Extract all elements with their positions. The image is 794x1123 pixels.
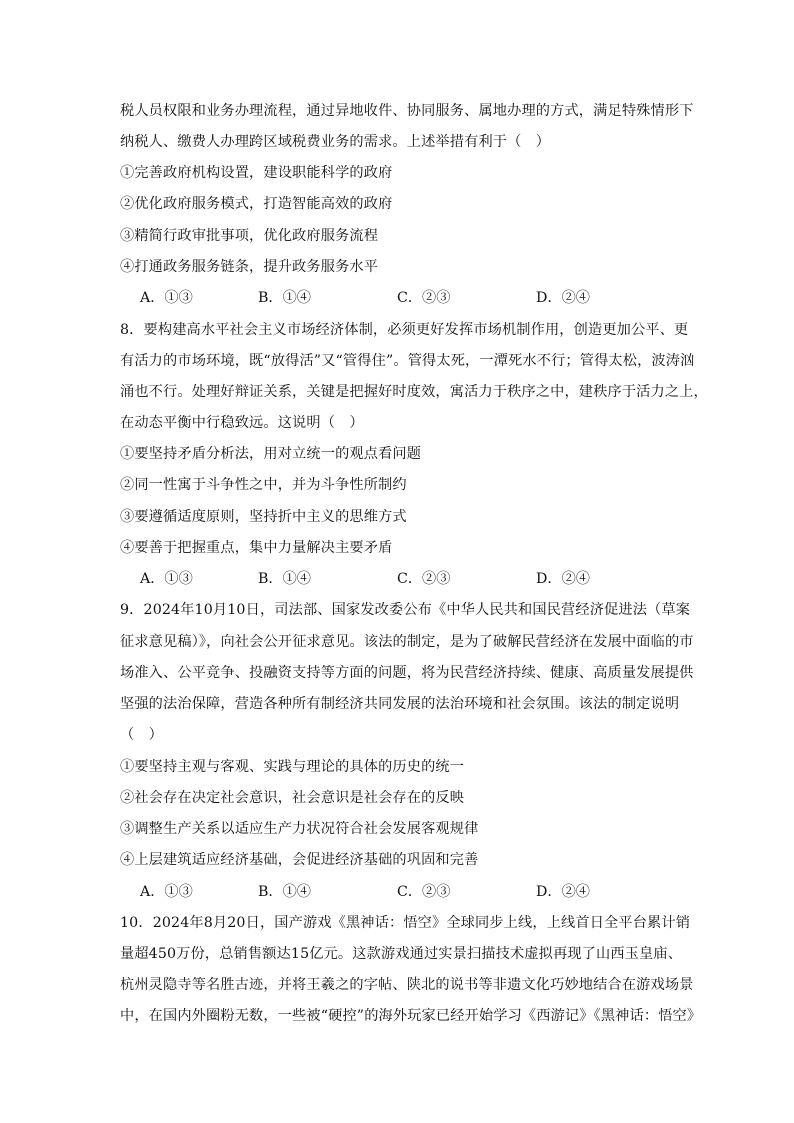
q8-stem-line: 有活力的市场环境，既“放得活”又“管得住”。管得太死，一潭死水不行；管得太松，波涛汹 bbox=[120, 353, 695, 369]
q9-statement-3: ③调整生产关系以适应生产力状况符合社会发展客观规律 bbox=[120, 821, 479, 837]
q8-statement-4: ④要善于把握重点，集中力量解决主要矛盾 bbox=[120, 540, 393, 556]
q9-stem-line: 征求意见稿）》，向社会公开征求意见。该法的制定，是为了破解民营经济在发展中面临的市 bbox=[120, 634, 694, 650]
q7-statement-4: ④打通政务服务链条，提升政务服务水平 bbox=[120, 259, 379, 275]
q8-statement-3: ③要遵循适度原则，坚持折中主义的思维方式 bbox=[120, 509, 407, 525]
q7-stem-line: 税人员权限和业务办理流程，通过异地收件、协同服务、属地办理的方式，满足特殊情形下 bbox=[120, 103, 694, 119]
q9-stem-line: 坚强的法治保障，营造各种所有制经济共同发展的法治环境和社会氛围。该法的制定说明 bbox=[120, 696, 680, 712]
q7-options bbox=[140, 288, 660, 308]
q7-stem-line: 纳税人、缴费人办理跨区域税费业务的需求。上述举措有利于（ ） bbox=[120, 134, 551, 150]
q8-statement-2: ②同一性寓于斗争性之中，并为斗争性所制约 bbox=[120, 477, 407, 493]
q9-stem-line: 9．2024年10月10日，司法部、国家发改委公布《中华人民共和国民营经济促进法（草案 bbox=[120, 602, 691, 618]
q9-option-a: A．①③ bbox=[140, 884, 193, 900]
q7-statement-2: ②优化政府服务模式，打造智能高效的政府 bbox=[120, 196, 393, 212]
q8-option-c: C．②③ bbox=[397, 571, 451, 587]
q10-stem-line: 中，在国内外圈粉无数，一些被“硬控”的海外玩家已经开始学习《西游记》《黑神话：悟空》 bbox=[120, 1008, 702, 1024]
q7-statement-1: ①完善政府机构设置，建设职能科学的政府 bbox=[120, 165, 393, 181]
q7-statement-3: ③精简行政审批事项，优化政府服务流程 bbox=[120, 228, 379, 244]
q8-options bbox=[140, 569, 660, 589]
q9-statement-4: ④上层建筑适应经济基础，会促进经济基础的巩固和完善 bbox=[120, 852, 479, 868]
q8-stem-line: 涌也不行。处理好辩证关系，关键是把握好时度效，寓活力于秩序之中，建秩序于活力之上， bbox=[120, 384, 708, 400]
q8-option-b: B．①④ bbox=[258, 571, 311, 587]
q9-option-b: B．①④ bbox=[258, 884, 311, 900]
q10-stem-line: 10．2024年8月20日，国产游戏《黑神话：悟空》全球同步上线，上线首日全平台累计销 bbox=[120, 915, 691, 931]
q8-option-d: D．②④ bbox=[536, 571, 590, 587]
q10-stem-line: 量超450万份，总销售额达15亿元。这款游戏通过实景扫描技术虚拟再现了山西玉皇庙、 bbox=[120, 946, 683, 962]
q7-option-a: A．①③ bbox=[140, 290, 193, 306]
q9-statement-1: ①要坚持主观与客观、实践与理论的具体的历史的统一 bbox=[120, 759, 465, 775]
q7-option-b: B．①④ bbox=[258, 290, 311, 306]
q8-stem-line: 8．要构建高水平社会主义市场经济体制，必须更好发挥市场机制作用，创造更加公平、更 bbox=[120, 322, 689, 338]
q9-statement-2: ②社会存在决定社会意识，社会意识是社会存在的反映 bbox=[120, 790, 465, 806]
q8-stem-line: 在动态平衡中行稳致远。这说明（ ） bbox=[120, 415, 364, 431]
q7-option-d: D．②④ bbox=[536, 290, 590, 306]
q9-option-d: D．②④ bbox=[536, 884, 590, 900]
q9-options bbox=[140, 882, 660, 902]
q8-statement-1: ①要坚持矛盾分析法，用对立统一的观点看问题 bbox=[120, 446, 422, 462]
q9-stem-line: （ ） bbox=[120, 727, 164, 743]
q10-stem-line: 杭州灵隐寺等名胜古迹，并将王羲之的字帖、陕北的说书等非遗文化巧妙地结合在游戏场景 bbox=[120, 977, 694, 993]
q7-option-c: C．②③ bbox=[397, 290, 451, 306]
q8-option-a: A．①③ bbox=[140, 571, 193, 587]
q9-stem-line: 场准入、公平竞争、投融资支持等方面的问题，将为民营经济持续、健康、高质量发展提供 bbox=[120, 665, 694, 681]
q9-option-c: C．②③ bbox=[397, 884, 451, 900]
